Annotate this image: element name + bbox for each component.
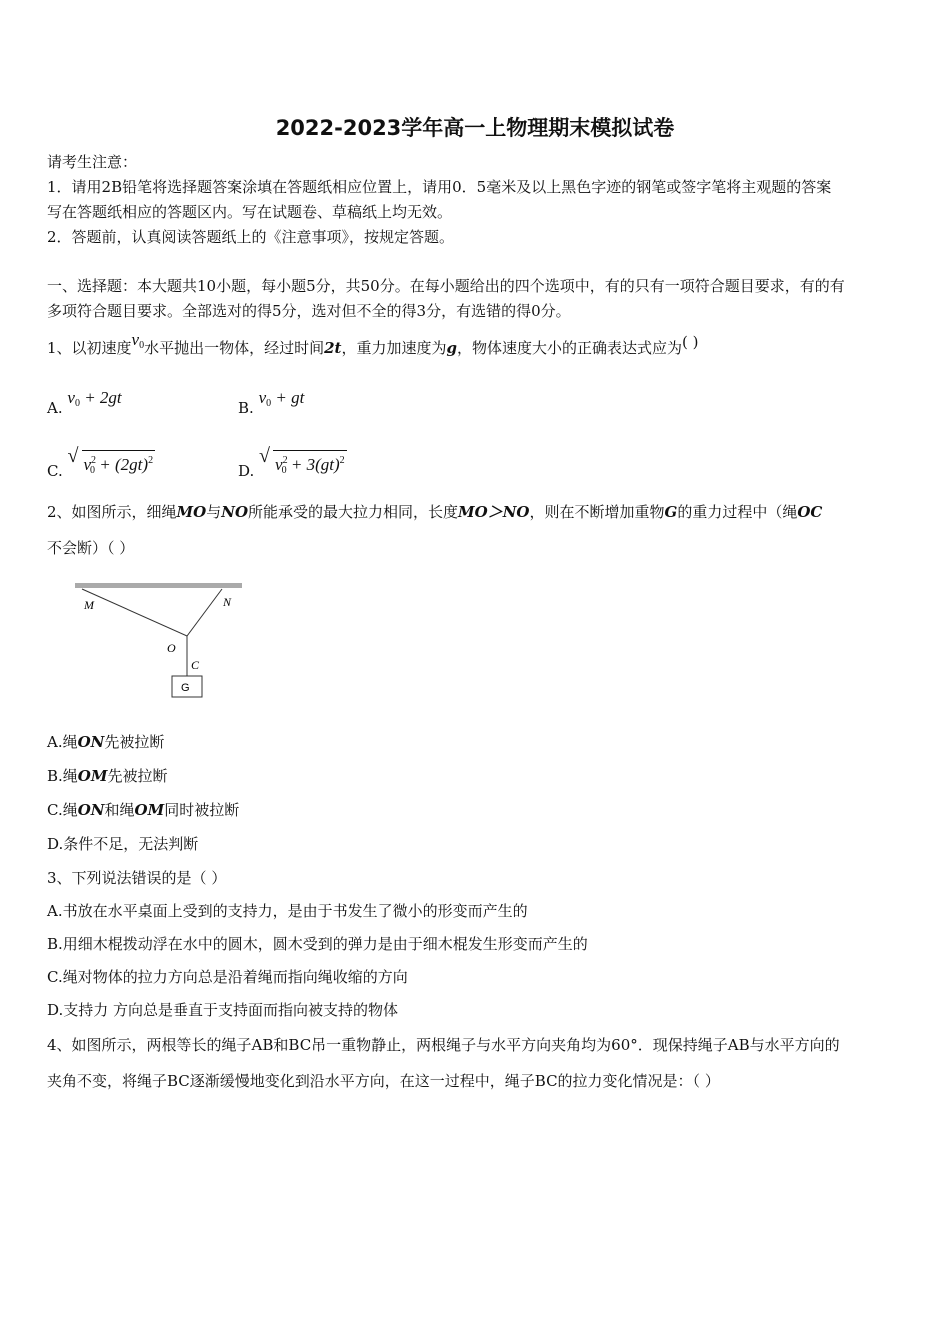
question-3-option-b: B.用细木棍拨动浮在水中的圆木，圆木受到的弹力是由于细木棍发生形变而产生的 — [47, 935, 588, 953]
option-c-formula: √ $v^2_0 + (2gt)^2$ — [68, 450, 156, 481]
label-n: N — [223, 595, 232, 609]
v0-symbol: $v_0$ — [131, 330, 145, 351]
question-3-option-a: A.书放在水平桌面上受到的支持力，是由于书发生了微小的形变而产生的 — [47, 902, 528, 920]
notice-item-1-line-2: 写在答题纸相应的答题区内。写在试题卷、草稿纸上均无效。 — [47, 203, 453, 221]
question-2-option-d: D.条件不足，无法判断 — [47, 835, 199, 853]
option-b-formula: $v_0$ + gt — [258, 388, 305, 409]
question-1-option-a: A. $v_0 + 2gt$ — [47, 388, 122, 417]
question-1-stem: 1、以初速度$v_0$水平抛出一物体，经过时间2t，重力加速度为g，物体速度大小的正确表达式应为( ) — [47, 330, 699, 357]
question-3-option-d: D.支持力 方向总是垂直于支持面而指向被支持的物体 — [47, 1001, 399, 1019]
question-2-option-b: B.绳OM先被拉断 — [47, 767, 168, 785]
answer-paren: ( ) — [682, 333, 699, 351]
question-1-option-d: D. √ $v^2_0 + 3(gt)^2$ — [238, 445, 345, 480]
question-3-option-c: C.绳对物体的拉力方向总是沿着绳而指向绳收缩的方向 — [47, 968, 408, 986]
page-title: 2022-2023学年高一上物理期末模拟试卷 — [275, 116, 675, 140]
notice-heading: 请考生注意： — [47, 153, 138, 171]
question-4-stem-line-1: 4、如图所示，两根等长的绳子AB和BC吊一重物静止，两根绳子与水平方向夹角均为60°．现保持绳子AB与水平方向的 — [47, 1036, 840, 1054]
section-instructions-line-1: 一、选择题：本大题共10小题，每小题5分，共50分。在每小题给出的四个选项中，有的只有一项符合题目要求，有的有 — [47, 277, 845, 295]
question-4-stem-line-2: 夹角不变，将绳子BC逐渐缓慢地变化到沿水平方向，在这一过程中，绳子BC的拉力变化情况是：（ ） — [47, 1072, 720, 1090]
question-2-option-c: C.绳ON和绳OM同时被拉断 — [47, 801, 240, 819]
question-1-option-c: C. √ $v^2_0 + (2gt)^2$ — [47, 445, 154, 480]
label-o: O — [167, 641, 176, 655]
notice-item-2: 2．答题前，认真阅读答题纸上的《注意事项》，按规定答题。 — [47, 228, 455, 246]
label-c: C — [191, 658, 200, 672]
question-3-stem: 3、下列说法错误的是（ ） — [47, 869, 227, 887]
label-m: M — [84, 598, 94, 612]
option-d-formula: √ $v^2_0 + 3(gt)^2$ — [259, 450, 347, 481]
rope-diagram — [70, 578, 250, 708]
notice-item-1-line-1: 1．请用2B铅笔将选择题答案涂填在答题纸相应位置上，请用0．5毫米及以上黑色字迹的钢笔或签字笔将主观题的答案 — [47, 178, 832, 196]
section-instructions-line-2: 多项符合题目要求。全部选对的得5分，选对但不全的得3分，有选错的得0分。 — [47, 302, 571, 320]
question-2-option-a: A.绳ON先被拉断 — [47, 733, 165, 751]
rope-diagram-svg — [70, 578, 250, 704]
rope-mo — [82, 589, 187, 636]
rope-no — [187, 589, 222, 636]
label-g: G — [181, 682, 190, 694]
ceiling-bar — [75, 583, 242, 588]
question-2-stem-line-2: 不会断）（ ） — [47, 539, 135, 557]
question-2-stem-line-1: 2、如图所示，细绳MO与NO所能承受的最大拉力相同，长度MO＞NO，则在不断增加重物G的重力过程中（绳OC — [47, 503, 823, 521]
question-1-option-b: B. $v_0$ + gt — [238, 388, 305, 417]
option-a-formula: $v_0 + 2gt$ — [67, 388, 122, 409]
